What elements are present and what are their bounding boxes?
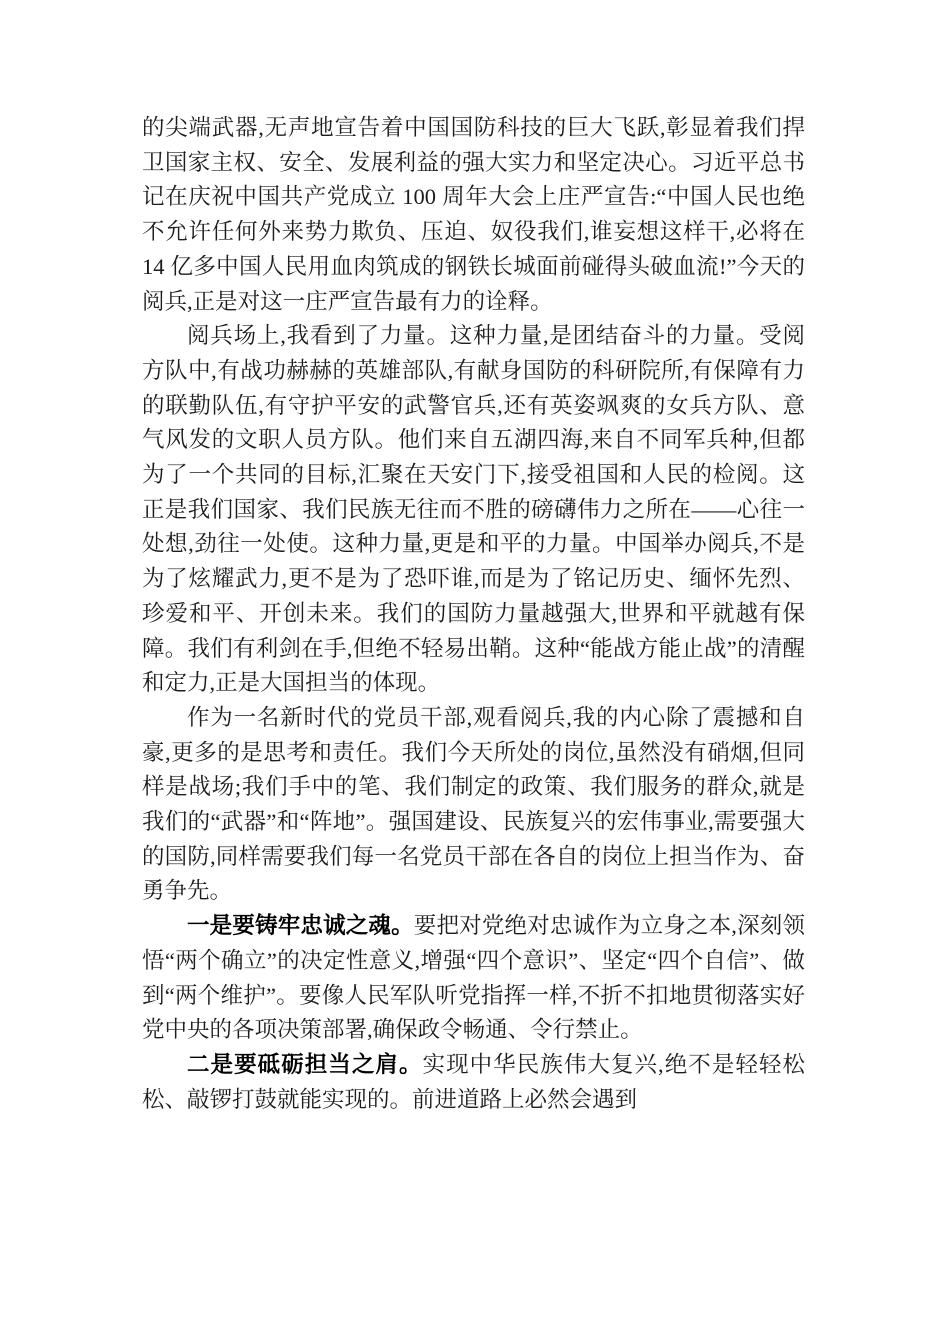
paragraph xyxy=(142,909,805,1048)
paragraph-lead: 二是要砥砺担当之肩。 xyxy=(187,1051,423,1077)
document-text-block xyxy=(142,111,805,1117)
paragraph-text: 作为一名新时代的党员干部,观看阅兵,我的内心除了震撼和自豪,更多的是思考和责任。我们今天所处的岗位,虽然没有硝烟,但同样是战场;我们手中的笔、我们制定的政策、我们服务的群众,就是我们的“武器”和“阵地”。强国建设、民族复兴的宏伟事业,需要强大的国防,同样需要我们每一名党员干部在各自的岗位上担当作为、奋勇争先。 xyxy=(142,704,805,904)
paragraph xyxy=(142,701,805,909)
paragraph-text: 阅兵场上,我看到了力量。这种力量,是团结奋斗的力量。受阅方队中,有战功赫赫的英雄部队,有献身国防的科研院所,有保障有力的联勤队伍,有守护平安的武警官兵,还有英姿飒爽的女兵方队、意气风发的文职人员方队。他们来自五湖四海,来自不同军兵种,但都为了一个共同的目标,汇聚在天安门下,接受祖国和人民的检阅。这正是我们国家、我们民族无往而不胜的磅礴伟力之所在——心往一处想,劲往一处使。这种力量,更是和平的力量。中国举办阅兵,不是为了炫耀武力,更不是为了恐吓谁,而是为了铭记历史、缅怀先烈、珍爱和平、开创未来。我们的国防力量越强大,世界和平就越有保障。我们有利剑在手,但绝不轻易出鞘。这种“能战方能止战”的清醒和定力,正是大国担当的体现。 xyxy=(142,323,805,696)
paragraph xyxy=(142,111,805,319)
paragraph-text: 要把对党绝对忠诚作为立身之本,深刻领悟“两个确立”的决定性意义,增强“四个意识”、坚定“四个自信”、做到“两个维护”。要像人民军队听党指挥一样,不折不扣地贯彻落实好党中央的各项决策部署,确保政令畅通、令行禁止。 xyxy=(142,913,805,1043)
paragraph-text: 实现中华民族伟大复兴,绝不是轻轻松松、敲锣打鼓就能实现的。前进道路上必然会遇到 xyxy=(142,1051,805,1112)
paragraph xyxy=(142,1048,805,1117)
paragraph-lead: 一是要铸牢忠诚之魂。 xyxy=(187,913,414,939)
paragraph xyxy=(142,319,805,701)
paragraph-text: 的尖端武器,无声地宣告着中国国防科技的巨大飞跃,彰显着我们捍卫国家主权、安全、发展利益的强大实力和坚定决心。习近平总书记在庆祝中国共产党成立 100 周年大会上庄严宣告:“中国人民也绝不允许任何外来势力欺负、压迫、奴役我们,谁妄想这样干,必将在 14 亿多中国人民用血肉筑成的钢铁长城面前碰得头破血流!”今天的阅兵,正是对这一庄严宣告最有力的诠释。 xyxy=(142,115,805,314)
